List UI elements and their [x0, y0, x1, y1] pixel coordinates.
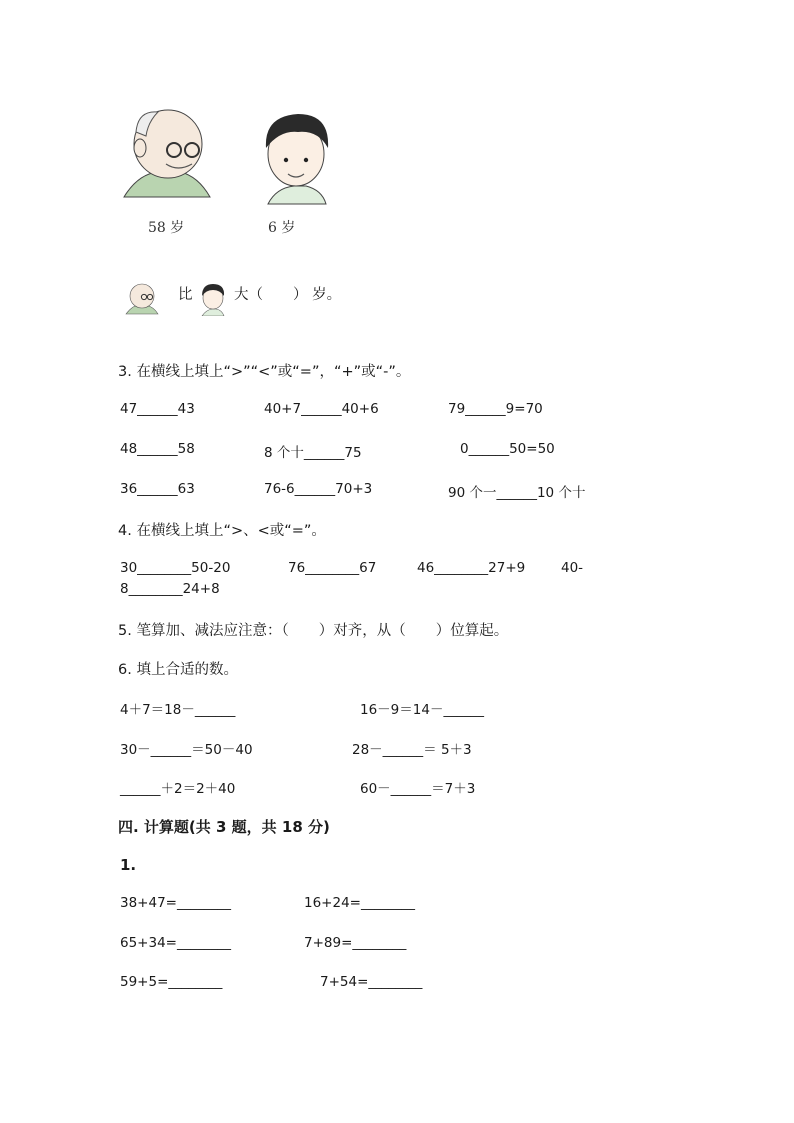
boy-age: 6 岁 — [268, 220, 296, 236]
q6-r2-c2: 28－______＝ 5＋3 — [352, 742, 472, 758]
compare-da — [234, 283, 341, 304]
q6-r2-c1: 30－______＝50－40 — [120, 742, 253, 758]
q3-r2-c1: 48______58 — [120, 441, 195, 457]
q3-r3-c1: 36______63 — [120, 481, 195, 497]
q3-r1-c2: 40+7______40+6 — [264, 401, 379, 417]
q5-text — [118, 619, 508, 640]
compare-end-text: ） 岁。 — [293, 287, 342, 303]
calc-r2-c1: 65+34=________ — [120, 935, 231, 951]
q4-title: 4. 在横线上填上“>、<或“=”。 — [118, 523, 326, 539]
section4-title: 四. 计算题(共 3 题，共 18 分) — [118, 818, 330, 836]
q6-r1-c1: 4＋7＝18－______ — [120, 702, 236, 718]
q3-r2-c3: 0______50=50 — [460, 441, 555, 457]
section4-q1-label: 1. — [120, 856, 137, 874]
boy-small-icon — [198, 282, 228, 316]
calc-r3-c1: 59+5=________ — [120, 974, 223, 990]
q3-r1-c1: 47______43 — [120, 401, 195, 417]
compare-da-text: 大（ — [234, 287, 263, 303]
q3-r3-c3: 90 个一______10 个十 — [448, 485, 586, 501]
q6-r1-c2: 16－9＝14－______ — [360, 702, 484, 718]
q3-r2-c2: 8 个十______75 — [264, 445, 362, 461]
calc-r3-c2: 7+54=________ — [320, 974, 423, 990]
grandpa-illustration — [118, 102, 218, 202]
boy-illustration — [254, 108, 340, 206]
q4-item-4-start: 40- — [561, 560, 584, 576]
calc-r1-c1: 38+47=________ — [120, 895, 231, 911]
q3-r3-c2: 76-6______70+3 — [264, 481, 373, 497]
q3-r1-c3: 79______9=70 — [448, 401, 543, 417]
q3-title: 3. 在横线上填上“>”“<”或“=”，“+”或“-”。 — [118, 364, 411, 380]
q4-item-3: 46________27+9 — [417, 560, 526, 576]
q6-title: 6. 填上合适的数。 — [118, 662, 238, 678]
calc-r2-c2: 7+89=________ — [304, 935, 407, 951]
q5-part3: ）位算起。 — [435, 623, 509, 639]
calc-r1-c2: 16+24=________ — [304, 895, 415, 911]
q4-item-1: 30________50-20 — [120, 560, 231, 576]
grandpa-age: 58 岁 — [148, 220, 185, 236]
q6-r3-c2: 60－______＝7＋3 — [360, 781, 476, 797]
q6-r3-c1: ______＋2＝2＋40 — [120, 781, 236, 797]
grandpa-small-icon — [124, 280, 160, 316]
q5-part1: 5. 笔算加、减法应注意：（ — [118, 623, 289, 639]
compare-bi: 比 — [178, 287, 193, 303]
q4-item-4-end: 8________24+8 — [120, 581, 220, 597]
q4-item-2: 76________67 — [288, 560, 377, 576]
q5-part2: ）对齐，从（ — [318, 623, 406, 639]
